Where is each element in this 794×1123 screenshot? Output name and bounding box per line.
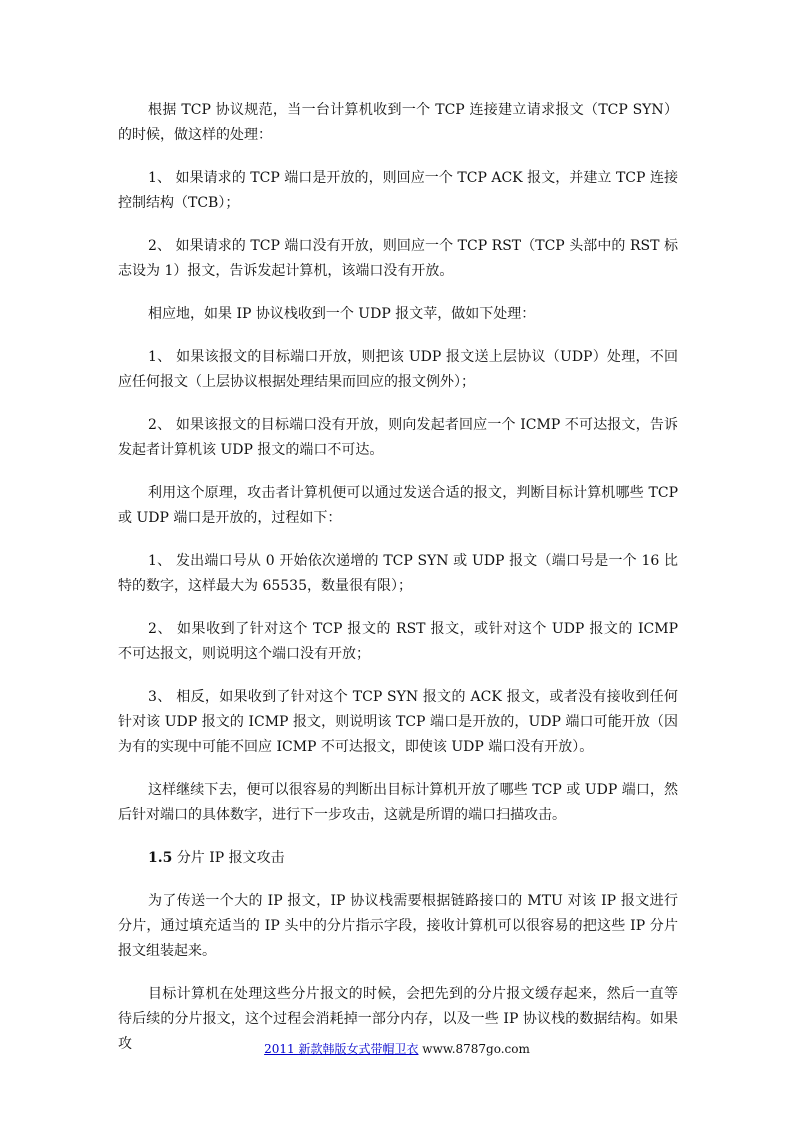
section-number: 1.5 — [148, 850, 173, 866]
paragraph: 目标计算机在处理这些分片报文的时候，会把先到的分片报文缓存起来，然后一直等待后续的分片报文，这个过程会消耗掉一部分内存，以及一些 IP 协议栈的数据结构。如果攻 — [118, 986, 678, 1052]
footer-url: www.8787go.com — [422, 1042, 530, 1056]
list-item: 2、 如果该报文的目标端口没有开放，则向发起者回应一个 ICMP 不可达报文，告诉发起者计算机该 UDP 报文的端口不可达。 — [118, 417, 678, 458]
page-footer — [0, 1040, 794, 1057]
list-item: 3、 相反，如果收到了针对这个 TCP SYN 报文的 ACK 报文，或者没有接收到任何针对该 UDP 报文的 ICMP 报文，则说明该 TCP 端口是开放的，UDP 端口可能开放（因为有的实现中可能不回应 ICMP 不可达报文，即使该 UDP 端口没有开放）。 — [118, 689, 678, 755]
section-title: 分片 IP 报文攻击 — [176, 850, 285, 866]
list-item: 1、 如果请求的 TCP 端口是开放的，则回应一个 TCP ACK 报文，并建立 TCP 连接控制结构（TCB）； — [118, 170, 678, 211]
paragraph: 这样继续下去，便可以很容易的判断出目标计算机开放了哪些 TCP 或 UDP 端口，然后针对端口的具体数字，进行下一步攻击，这就是所谓的端口扫描攻击。 — [118, 782, 678, 823]
section-heading — [118, 846, 678, 871]
footer-ad-link[interactable]: 2011 新款韩版女式带帽卫衣 — [264, 1042, 419, 1056]
list-item: 1、 发出端口号从 0 开始依次递增的 TCP SYN 或 UDP 报文（端口号是一个 16 比特的数字，这样最大为 65535，数量很有限）； — [118, 553, 678, 594]
paragraph: 为了传送一个大的 IP 报文，IP 协议栈需要根据链路接口的 MTU 对该 IP 报文进行分片，通过填充适当的 IP 头中的分片指示字段，接收计算机可以很容易的把这些 IP 分片报文组装起来。 — [118, 893, 678, 959]
paragraph: 相应地，如果 IP 协议栈收到一个 UDP 报文苹，做如下处理： — [148, 306, 536, 322]
list-item: 2、 如果请求的 TCP 端口没有开放，则回应一个 TCP RST（TCP 头部中的 RST 标志设为 1）报文，告诉发起计算机，该端口没有开放。 — [118, 238, 678, 279]
document-body — [118, 98, 678, 1075]
paragraph: 根据 TCP 协议规范，当一台计算机收到一个 TCP 连接建立请求报文（TCP SYN）的时候，做这样的处理： — [118, 102, 678, 143]
list-item: 2、 如果收到了针对这个 TCP 报文的 RST 报文，或针对这个 UDP 报文的 ICMP 不可达报文，则说明这个端口没有开放； — [118, 621, 678, 662]
list-item: 1、 如果该报文的目标端口开放，则把该 UDP 报文送上层协议（UDP）处理，不回应任何报文（上层协议根据处理结果而回应的报文例外）； — [118, 349, 678, 390]
paragraph: 利用这个原理，攻击者计算机便可以通过发送合适的报文，判断目标计算机哪些 TCP 或 UDP 端口是开放的，过程如下： — [118, 485, 678, 526]
